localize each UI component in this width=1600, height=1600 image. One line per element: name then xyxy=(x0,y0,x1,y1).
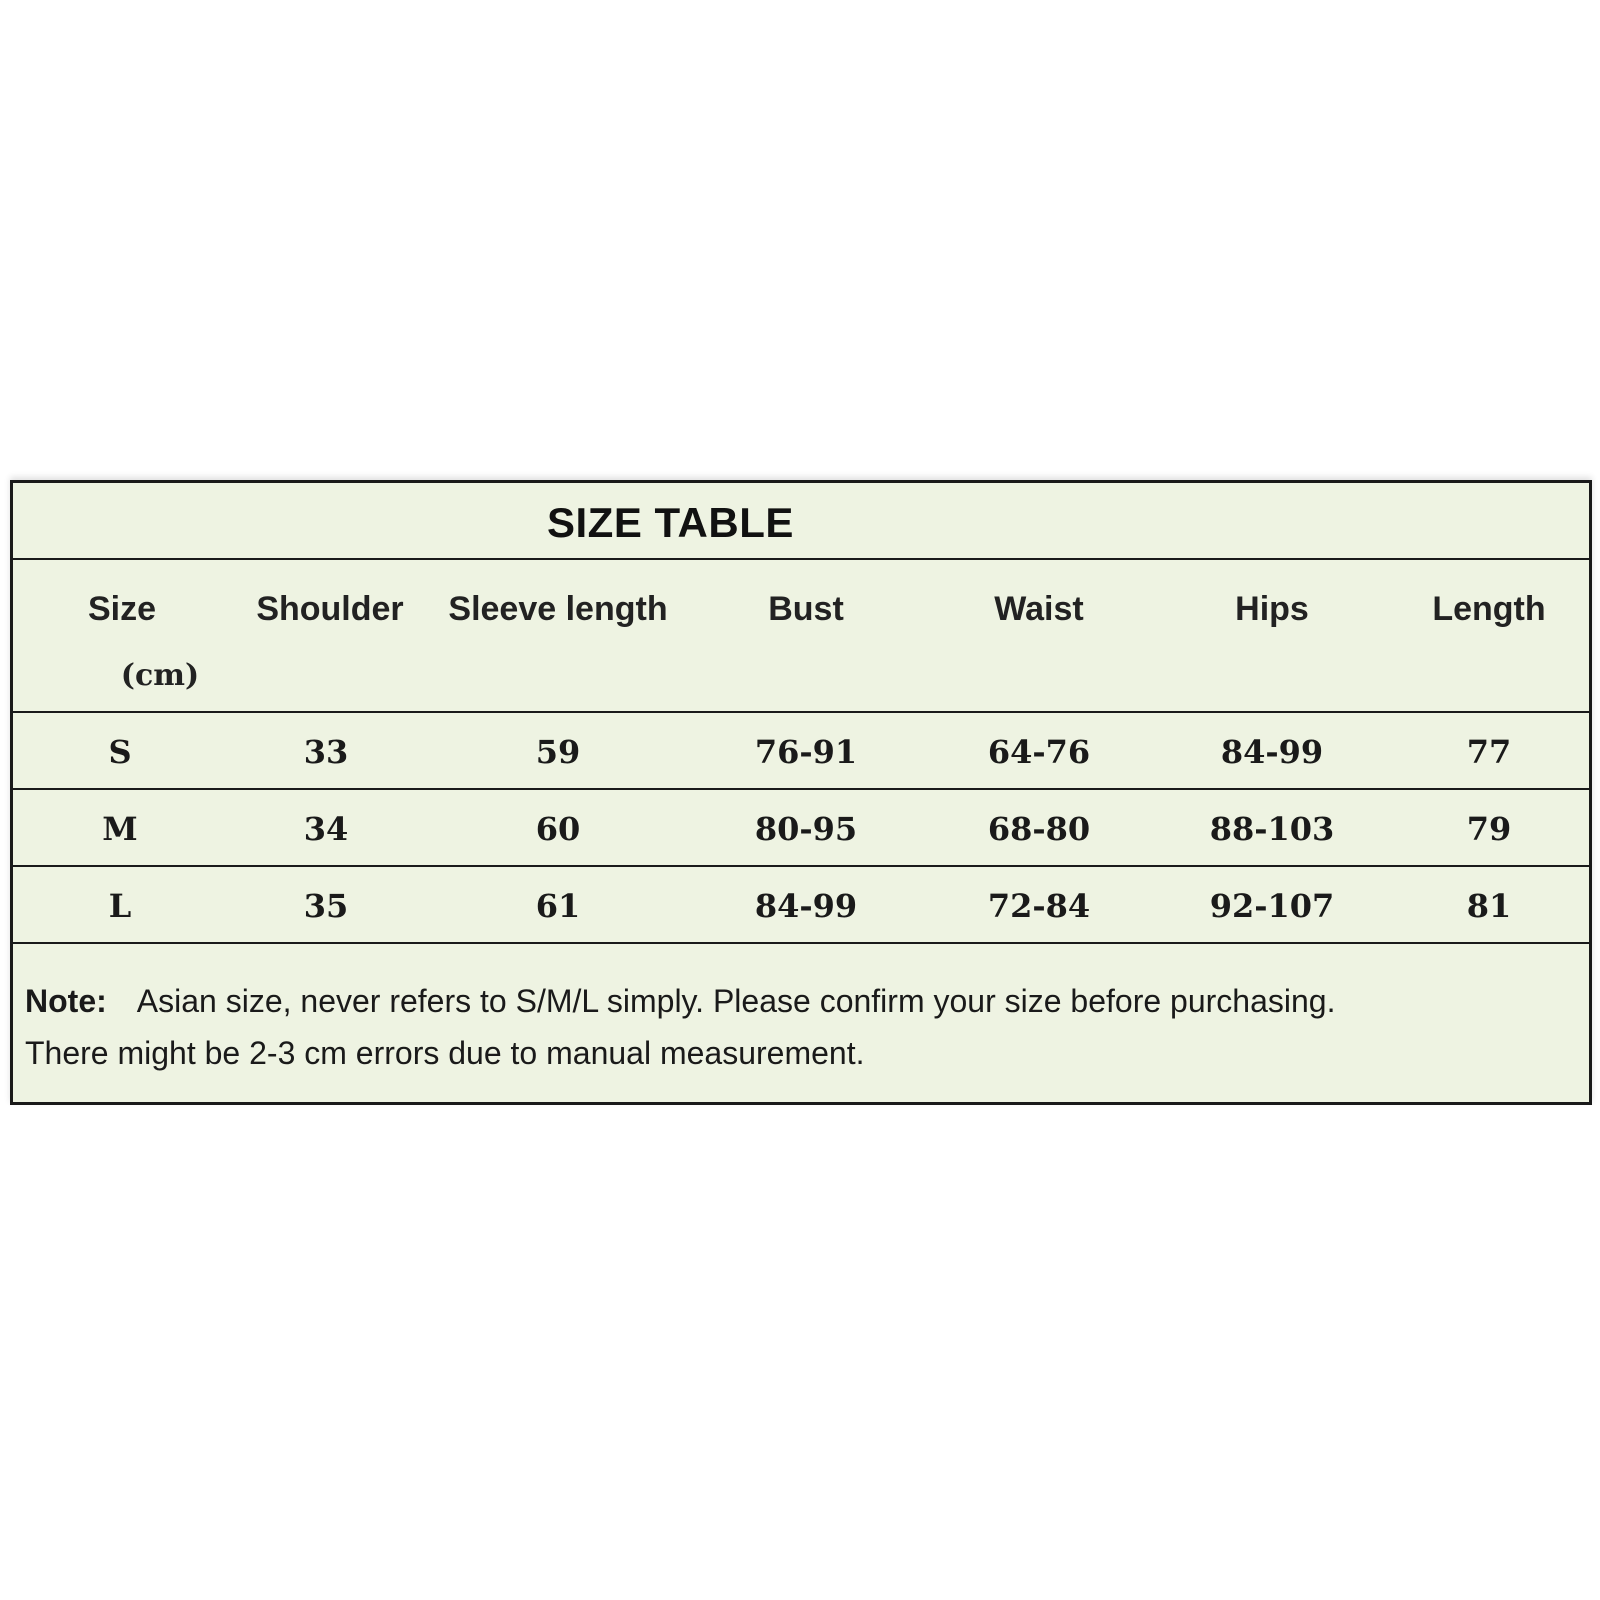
header-shoulder: Shoulder xyxy=(256,590,404,628)
header-length: Length xyxy=(1432,590,1546,628)
cell-sleeve-length: 59 xyxy=(535,733,581,771)
cell-size: L xyxy=(108,887,132,925)
header-waist: Waist xyxy=(994,590,1084,628)
cell-length: 81 xyxy=(1466,887,1512,925)
cell-shoulder: 33 xyxy=(303,733,349,771)
cell-waist: 68-80 xyxy=(987,810,1091,848)
size-table xyxy=(10,480,1592,1105)
cell-sleeve-length: 60 xyxy=(535,810,581,848)
table-row xyxy=(13,713,1589,790)
cell-sleeve-length: 61 xyxy=(535,887,581,925)
note-text-1: Asian size, never refers to S/M/L simply. Please confirm your size before purchasing. xyxy=(136,983,1336,1019)
table-title: SIZE TABLE xyxy=(547,499,794,546)
cell-shoulder: 34 xyxy=(303,810,349,848)
title-row xyxy=(13,483,1589,560)
cell-length: 79 xyxy=(1466,810,1512,848)
header-unit: (cm) xyxy=(120,658,200,693)
header-row xyxy=(13,560,1589,713)
note-line-1 xyxy=(25,975,1585,1027)
cell-bust: 76-91 xyxy=(754,733,858,771)
cell-size: S xyxy=(108,733,132,771)
cell-waist: 72-84 xyxy=(987,887,1091,925)
cell-bust: 84-99 xyxy=(754,887,858,925)
note-section xyxy=(25,975,1585,1079)
cell-shoulder: 35 xyxy=(303,887,349,925)
cell-waist: 64-76 xyxy=(987,733,1091,771)
header-hips: Hips xyxy=(1235,590,1309,628)
table-row xyxy=(13,790,1589,867)
table-row xyxy=(13,867,1589,944)
cell-hips: 88-103 xyxy=(1209,810,1335,848)
note-line-2: There might be 2-3 cm errors due to manual measurement. xyxy=(25,1035,865,1071)
cell-size: M xyxy=(102,810,138,848)
note-label: Note: xyxy=(25,983,107,1019)
header-sleeve-length: Sleeve length xyxy=(448,590,668,628)
header-size: Size xyxy=(87,590,157,628)
cell-hips: 84-99 xyxy=(1220,733,1324,771)
header-bust: Bust xyxy=(768,590,844,628)
cell-hips: 92-107 xyxy=(1209,887,1335,925)
cell-bust: 80-95 xyxy=(754,810,858,848)
cell-length: 77 xyxy=(1466,733,1512,771)
